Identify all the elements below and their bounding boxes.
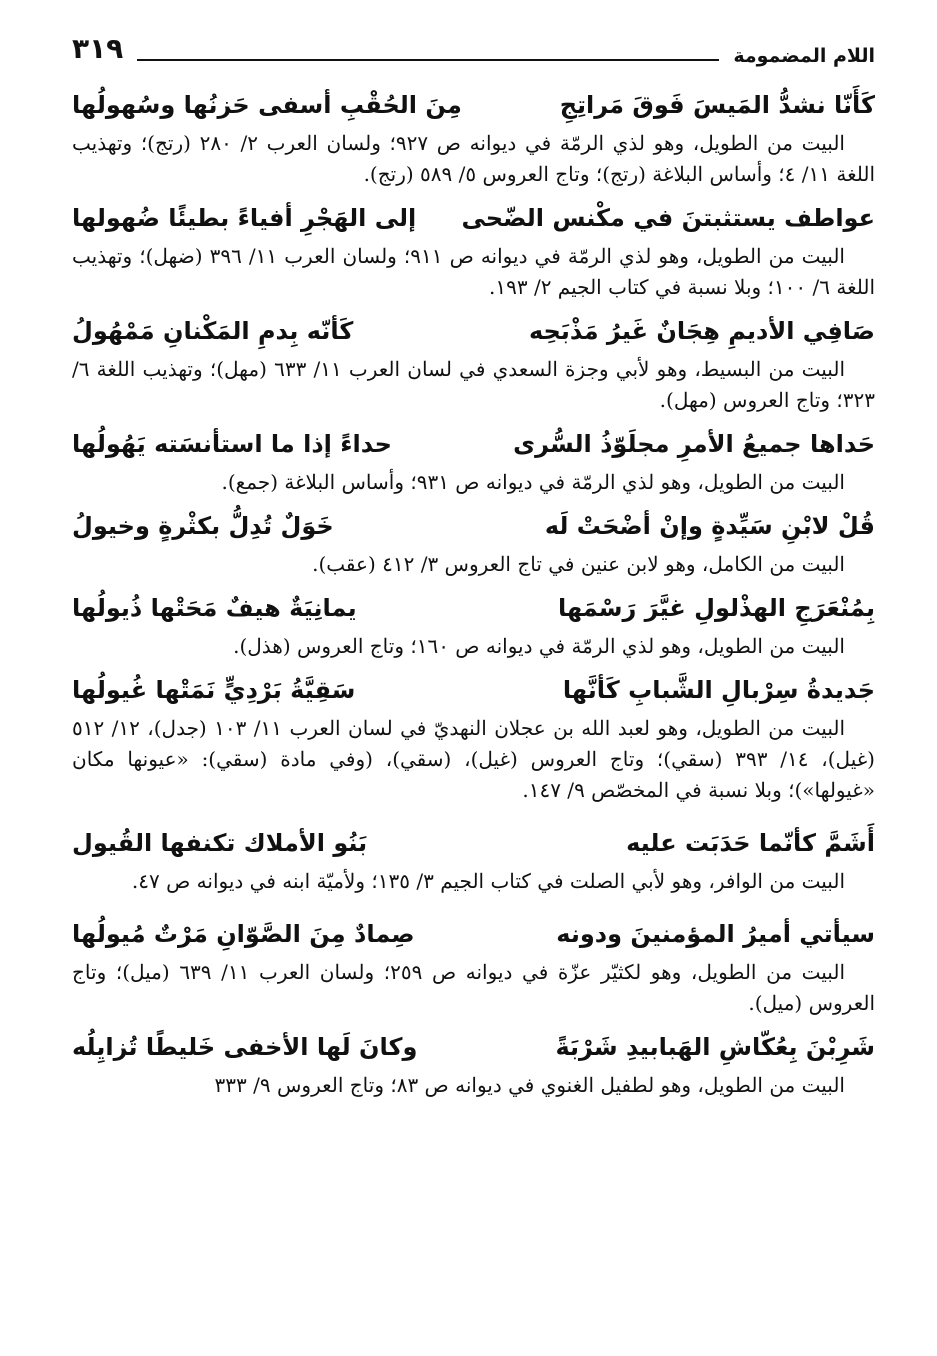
verse-entry [72, 197, 875, 303]
citation-note: البيت من الطويل، وهو لذي الرمّة في ديوانه ص ٩٢٧؛ ولسان العرب ٢/ ٢٨٠ (رتج)؛ وتهذيب اللغة ١١/ ٤؛ وأساس البلاغة (رتج)؛ وتاج العروس ٥/ ٥٨٩ (رتج). [72, 131, 875, 186]
citation-note: البيت من الوافر، وهو لأبي الصلت في كتاب الجيم ٣/ ١٣٥؛ ولأميّة ابنه في ديوانه ص ٤٧. [131, 869, 845, 893]
hemistich-first: كَأَنّا نشدُّ المَيسَ فَوقَ مَراتِجِ [559, 91, 875, 119]
citation-note: البيت من الطويل، وهو لطفيل الغنوي في ديوانه ص ٨٣؛ وتاج العروس ٩/ ٣٣٣ [214, 1073, 845, 1097]
page-header [72, 28, 875, 84]
verse-entry [72, 505, 875, 580]
verse-line [72, 1026, 875, 1064]
hemistich-second: حداءً إذا ما استأنسَته يَهُولُها [72, 430, 392, 458]
verse-line [72, 423, 875, 461]
hemistich-first: جَديدةُ سِرْبالِ الشَّبابِ كَأنَّها [562, 676, 875, 704]
hemistich-first: قُلْ لابْنِ سَيِّدةٍ وإنْ أضْحَتْ لَه [544, 512, 875, 540]
verse-line [72, 84, 875, 122]
citation-note: البيت من الطويل، وهو لذي الرمّة في ديوانه ص ٩٣١؛ وأساس البلاغة (جمع). [221, 470, 845, 494]
verse-entry [72, 913, 875, 1019]
hemistich-second: يمانِيَةٌ هيفٌ مَحَتْها ذُيولُها [72, 594, 357, 622]
hemistich-first: صَافِي الأديمِ هِجَانٌ غَيرُ مَذْبَحِه [528, 317, 875, 345]
hemistich-second: صِمادٌ مِنَ الصَّوّانِ مَرْتٌ مُيولُها [72, 920, 415, 948]
hemistich-first: حَداها جميعُ الأمرِ مجلَوّذُ السُّرى [513, 430, 875, 458]
hemistich-first: أَشَمَّ كأنّما حَدَبَت عليه [626, 829, 875, 857]
verse-entry [72, 1026, 875, 1101]
page-number: ٣١٩ [72, 31, 124, 65]
hemistich-second: وكانَ لَها الأخفى خَليطًا تُزايِلُه [72, 1033, 418, 1061]
citation-note: البيت من الطويل، وهو لعبد الله بن عجلان النهديّ في لسان العرب ١١/ ١٠٣ (جدل)، ١٢/ ٥١٢ (غيل)، ١٤/ ٣٩٣ (سقي)؛ وتاج العروس (غيل)، (سقي)، (وفي مادة (سقي): «عيونها مكان «غيولها»)؛ وبلا نسبة في المخصّص ٩/ ١٤٧. [72, 716, 875, 802]
hemistich-first: شَرِبْنَ بِعُكّاشِ الهَبابيدِ شَرْبَةً [555, 1033, 875, 1061]
citation-note: البيت من الطويل، وهو لذي الرمّة في ديوانه ص ٩١١؛ ولسان العرب ١١/ ٣٩٦ (ضهل)؛ وتهذيب اللغة ٦/ ١٠٠؛ وبلا نسبة في كتاب الجيم ٢/ ١٩٣. [72, 244, 875, 299]
verse-line [72, 822, 875, 860]
verse-line [72, 310, 875, 348]
verse-entry [72, 84, 875, 190]
hemistich-first: سيأتي أميرُ المؤمنينَ ودونه [556, 920, 875, 948]
citation-note: البيت من الكامل، وهو لابن عنين في تاج العروس ٣/ ٤١٢ (عقب). [312, 552, 845, 576]
hemistich-first: عواطف يستثبتنَ في مكْنس الضّحى [461, 204, 875, 232]
hemistich-second: كَأنّه بِدمِ المَكْنانِ مَمْهُولُ [72, 317, 354, 345]
verse-line [72, 505, 875, 543]
entries-list [72, 84, 875, 1101]
verse-entry [72, 669, 875, 806]
hemistich-second: مِنَ الحُقْبِ أسفى حَزنُها وسُهولُها [72, 91, 462, 119]
verse-line [72, 587, 875, 625]
citation-note: البيت من الطويل، وهو لذي الرمّة في ديوانه ص ١٦٠؛ وتاج العروس (هذل). [233, 634, 845, 658]
hemistich-first: بِمُنْعَرَجِ الهذْلولِ غيَّرَ رَسْمَها [557, 594, 875, 622]
verse-line [72, 197, 875, 235]
verse-line [72, 913, 875, 951]
hemistich-second: بَنُو الأملاك تكنفها القُيول [72, 829, 368, 857]
verse-entry [72, 423, 875, 498]
verse-entry [72, 310, 875, 416]
hemistich-second: سَقِيَّةُ بَرْدِيٍّ نَمَتْها غُيولُها [72, 676, 356, 704]
hemistich-second: إلى الهَجْرِ أفياءً بطيئًا ضُهولها [72, 204, 417, 232]
verse-line [72, 669, 875, 707]
header-rule [137, 59, 719, 61]
verse-entry [72, 587, 875, 662]
verse-entry [72, 822, 875, 897]
citation-note: البيت من البسيط، وهو لأبي وجزة السعدي في لسان العرب ١١/ ٦٣٣ (مهل)؛ وتهذيب اللغة ٦/ ٣٢٣؛ وتاج العروس (مهل). [72, 357, 875, 412]
hemistich-second: خَوَلٌ تُدِلُّ بكثْرةٍ وخيولُ [72, 512, 334, 540]
citation-note: البيت من الطويل، وهو لكثيّر عزّة في ديوانه ص ٢٥٩؛ ولسان العرب ١١/ ٦٣٩ (ميل)؛ وتاج العروس (ميل). [72, 960, 875, 1015]
chapter-title: اللام المضمومة [733, 45, 875, 67]
